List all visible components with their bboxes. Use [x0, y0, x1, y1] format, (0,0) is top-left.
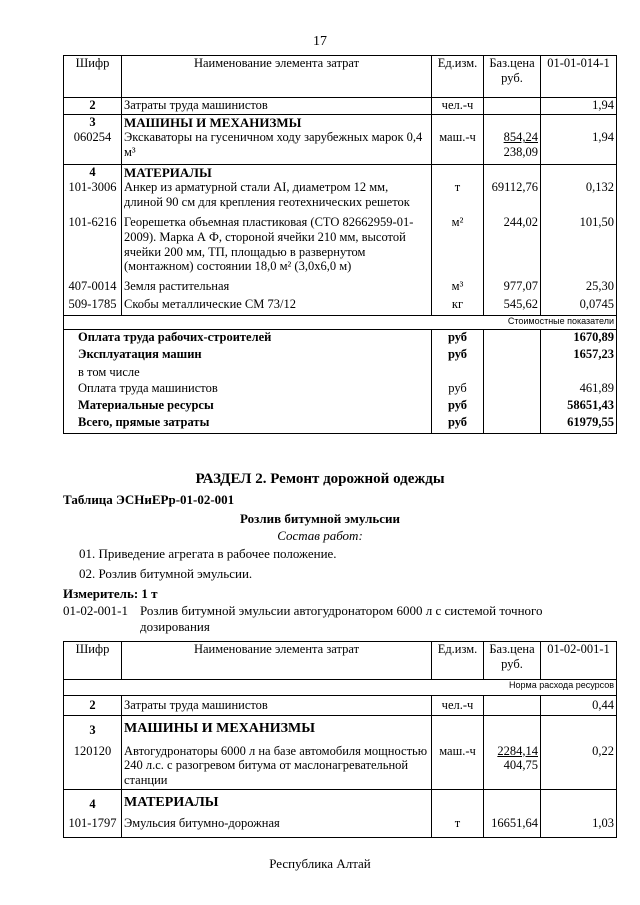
empty-cell: [484, 790, 541, 812]
work-composition-title: Состав работ:: [277, 528, 363, 543]
summary-row: [64, 415, 617, 433]
empty-cell: [484, 365, 541, 381]
row-code: 101-3006: [64, 180, 122, 215]
summary-row: [64, 347, 617, 365]
summary-unit: руб: [432, 415, 484, 433]
table-row: [64, 738, 617, 790]
row-name: Экскаваторы на гусеничном ходу зарубежных марок 0,4 м³: [122, 130, 432, 164]
table-label: Таблица ЭСНиЕРр-01-02-001: [63, 492, 235, 507]
table-row: [64, 297, 617, 315]
work-item: 01. Приведение агрегата в рабочее положение.: [79, 546, 337, 561]
row-unit: т: [432, 812, 484, 838]
summary-row: [64, 329, 617, 347]
row-code: 101-1797: [64, 812, 122, 838]
summary-row: [64, 381, 617, 398]
table-row: [64, 696, 617, 716]
row-unit: м²: [432, 215, 484, 279]
empty-cell: [484, 398, 541, 415]
meter-label: Измеритель: 1 т: [63, 586, 158, 601]
row-name: Эмульсия битумно-дорожная: [122, 812, 432, 838]
col-name-header: Наименование элемента затрат: [122, 56, 432, 98]
col-rate-header: 01-02-001-1: [541, 642, 617, 680]
empty-cell: [541, 790, 617, 812]
summary-label: Всего, прямые затраты: [64, 415, 432, 433]
price-secondary: 238,09: [503, 145, 538, 160]
summary-value: 61979,55: [541, 415, 617, 433]
rate-description-cont: дозирования: [140, 619, 210, 634]
section-title: МАШИНЫ И МЕХАНИЗМЫ: [122, 115, 432, 131]
row-value: 1,94: [541, 98, 617, 115]
row-name: Автогудронаторы 6000 л на базе автомобиля мощностью 240 л.с. с разогревом битума от маслонагревательной станции: [122, 738, 432, 790]
row-price: [484, 696, 541, 716]
summary-unit: руб: [432, 398, 484, 415]
summary-value: 461,89: [541, 381, 617, 398]
resource-table-1: [63, 55, 617, 434]
row-price: [484, 130, 541, 164]
summary-unit: руб: [432, 381, 484, 398]
table-subtitle: Розлив битумной эмульсии: [240, 511, 400, 526]
row-code: 509-1785: [64, 297, 122, 315]
summary-value: 1657,23: [541, 347, 617, 365]
row-price: [484, 738, 541, 790]
row-unit: кг: [432, 297, 484, 315]
summary-label: Оплата труда машинистов: [64, 381, 432, 398]
row-value: 0,22: [541, 738, 617, 790]
summary-unit: руб: [432, 329, 484, 347]
row-code: 101-6216: [64, 215, 122, 279]
table-row: [64, 812, 617, 838]
rate-code: 01-02-001-1: [63, 603, 128, 618]
rate-description: Розлив битумной эмульсии автогудронатором 6000 л с системой точного: [140, 603, 543, 618]
row-value: 25,30: [541, 279, 617, 297]
col-rate-header: 01-01-014-1: [541, 56, 617, 98]
row-code: 407-0014: [64, 279, 122, 297]
row-unit: т: [432, 180, 484, 215]
row-name: Затраты труда машинистов: [122, 98, 432, 115]
row-number: 4: [64, 790, 122, 812]
row-value: 1,03: [541, 812, 617, 838]
col-price-header: Баз.цена руб.: [484, 642, 541, 680]
table-row: [64, 130, 617, 164]
page-number: 17: [313, 34, 327, 49]
row-number: 4: [64, 164, 122, 180]
row-value: 0,132: [541, 180, 617, 215]
row-name: Анкер из арматурной стали AI, диаметром 12 мм, длиной 90 см для крепления геотехнических решеток: [122, 180, 432, 215]
table-row: [64, 98, 617, 115]
empty-cell: [432, 716, 484, 738]
row-code: 120120: [64, 738, 122, 790]
row-code: 060254: [64, 130, 122, 164]
row-value: 0,44: [541, 696, 617, 716]
row-number: 2: [64, 696, 122, 716]
col-price-header: Баз.цена руб.: [484, 56, 541, 98]
row-number: 2: [64, 98, 122, 115]
price-secondary: 404,75: [503, 758, 538, 773]
row-number: 3: [64, 115, 122, 131]
row-price: 16651,64: [484, 812, 541, 838]
empty-cell: [432, 164, 484, 180]
table-row: [64, 180, 617, 215]
table-row: [64, 279, 617, 297]
row-value: 101,50: [541, 215, 617, 279]
row-unit: маш.-ч: [432, 130, 484, 164]
col-code-header: Шифр: [64, 642, 122, 680]
summary-value: 1670,89: [541, 329, 617, 347]
empty-cell: [541, 716, 617, 738]
note-row: [64, 680, 617, 696]
empty-cell: [484, 164, 541, 180]
resource-table-2: [63, 641, 617, 838]
price-main: 854,24: [503, 130, 538, 145]
page-footer: Республика Алтай: [269, 856, 371, 871]
table-row: [64, 215, 617, 279]
section-title: МАТЕРИАЛЫ: [122, 790, 432, 812]
empty-cell: [484, 381, 541, 398]
row-unit: м³: [432, 279, 484, 297]
note-row: [64, 315, 617, 329]
empty-cell: [432, 115, 484, 131]
empty-cell: [484, 115, 541, 131]
empty-cell: [484, 716, 541, 738]
empty-cell: [484, 415, 541, 433]
col-name-header: Наименование элемента затрат: [122, 642, 432, 680]
norm-note: Норма расхода ресурсов: [64, 680, 617, 696]
summary-label: в том числе: [64, 365, 432, 381]
col-unit-header: Ед.изм.: [432, 56, 484, 98]
row-value: 1,94: [541, 130, 617, 164]
empty-cell: [541, 164, 617, 180]
row-name: Земля растительная: [122, 279, 432, 297]
summary-label: Материальные ресурсы: [64, 398, 432, 415]
row-price: 244,02: [484, 215, 541, 279]
section-title: МАТЕРИАЛЫ: [122, 164, 432, 180]
price-main: 2284,14: [497, 743, 538, 758]
row-price: 545,62: [484, 297, 541, 315]
empty-cell: [484, 347, 541, 365]
summary-unit: руб: [432, 347, 484, 365]
summary-value: 58651,43: [541, 398, 617, 415]
summary-value: [541, 365, 617, 381]
table-section-row: [64, 716, 617, 738]
row-unit: чел.-ч: [432, 98, 484, 115]
row-number: 3: [64, 716, 122, 738]
summary-row: [64, 398, 617, 415]
summary-label: Оплата труда рабочих-строителей: [64, 329, 432, 347]
col-code-header: Шифр: [64, 56, 122, 98]
row-name: Затраты труда машинистов: [122, 696, 432, 716]
col-unit-header: Ед.изм.: [432, 642, 484, 680]
row-value: 0,0745: [541, 297, 617, 315]
row-price: [484, 98, 541, 115]
row-price: 977,07: [484, 279, 541, 297]
row-price: 69112,76: [484, 180, 541, 215]
summary-row: [64, 365, 617, 381]
summary-label: Эксплуатация машин: [64, 347, 432, 365]
section-title: МАШИНЫ И МЕХАНИЗМЫ: [122, 716, 432, 738]
summary-unit: [432, 365, 484, 381]
table-header: [64, 56, 617, 98]
row-unit: маш.-ч: [432, 738, 484, 790]
empty-cell: [432, 790, 484, 812]
table-section-row: [64, 164, 617, 180]
row-name: Скобы металлические СМ 73/12: [122, 297, 432, 315]
row-unit: чел.-ч: [432, 696, 484, 716]
cost-indicators-note: Стоимостные показатели: [64, 315, 617, 329]
empty-cell: [541, 115, 617, 131]
table-header: [64, 642, 617, 680]
table-section-row: [64, 115, 617, 131]
row-name: Георешетка объемная пластиковая (СТО 82662959-01-2009). Марка А Ф, стороной ячейки 210 мм, высотой ячейки 200 мм, ТП, площадью в развернутом (монтажном) состоянии 18,0 м² (3,0х6,0 м): [122, 215, 432, 279]
empty-cell: [484, 329, 541, 347]
work-item: 02. Розлив битумной эмульсии.: [79, 566, 253, 581]
section-title: РАЗДЕЛ 2. Ремонт дорожной одежды: [195, 471, 445, 487]
table-section-row: [64, 790, 617, 812]
